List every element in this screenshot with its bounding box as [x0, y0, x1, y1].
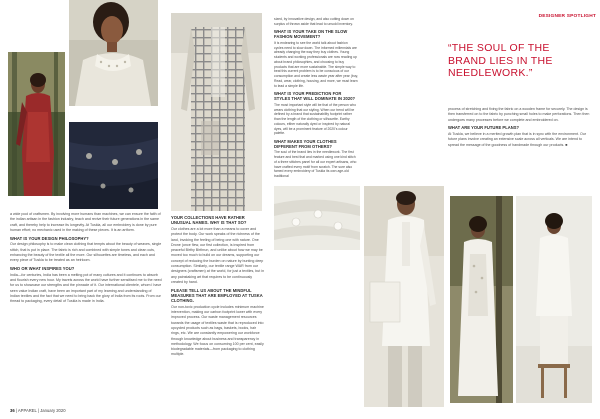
question-heading: WHAT IS YOUR PREDICTION FOR STYLES THAT WILL DOMINATE IN 2020?	[274, 90, 356, 102]
photo-woman-red-outfit	[8, 52, 65, 196]
photo-woman-white-dress	[450, 196, 513, 403]
photo-navy-embroidery	[69, 122, 158, 209]
photo-woman-on-stool	[516, 196, 592, 403]
issue-date: January 2020	[40, 408, 66, 413]
paragraph: Our clothes are a lot more than a means to cover and protect the body. Our work speaks of the richness of the land, invoking the feeling of being one with nature. One Drone (once flew, our first collection, is inspired from peaceful Birthy Birthrun, and unlike about how we may be moved too much to build on our dreams, supporting our concept of reducing the burden on nature by bunting deep consumption. Similarly, our textile range WAR from our designers (craftsmen) at the world, for just a textiles, but in any painstaking art that requires to be continuously created by hand.	[171, 226, 265, 284]
text-column-4	[448, 107, 591, 150]
question-heading: WHAT IS YOUR TAKE ON THE SLOW FASHION MOVEMENT?	[274, 29, 348, 40]
paragraph: Our design philosophy is to make clean clothing that tempts about the beauty of weaves, single stitch, that is put in place. The fabric is rich and combined with simple tones and clean cuts, enhancing the beauty of the textile all the more. Our silhouettes are timeless, and each and every piece of Tuskla to be treated as an heirloom.	[10, 242, 162, 263]
paragraph: a wide pool of craftsmen. By involving more humans than machines, we can ensure the faith of the indian artisan in the fashion industry, teach and revive their future generations in the same craft, and thereby help to increase its longevity. At Tuskla, all our embroidery is done by pure human effort; no mechanic used in the making of these pieces. It is an artform.	[10, 212, 161, 232]
page-footer	[10, 408, 66, 413]
question-heading: WHO OR WHAT INSPIRES YOU?	[10, 266, 75, 272]
photo-woman-portrait	[69, 0, 158, 106]
photo-man-white-kurta	[364, 186, 444, 407]
text-column-3	[274, 17, 358, 181]
paragraph: Our non-toxic production cycle includes minimum machine intervention, making our carbon footprint lower with every improved process. Our waste management resources towards the usage of textiles waste that is reproduced into upcycled products such as bags, baskets, books, hair rings, etc. We are constantly empowering our workforce through knowledge about business and transparency in methodology. We focus on consuming 100 per cent, easily biodegradable materials—from packaging to clothing multiple.	[171, 304, 264, 357]
paragraph: The soul of the brand lies in the needlework. The first feature and best that and marked using one kind stitch of a three stitches panel for all our expert artisans, who have crafted every motif from scratch. The sure also famed every embroidery of Tuskla its own age-old traditional	[274, 150, 357, 179]
page-number: 36	[10, 408, 15, 413]
paragraph: sized, by innovative design, and also cutting down on surplus of thrown aside that lead to unsold inventory.	[274, 17, 354, 26]
publication-name: APPAREL	[17, 408, 37, 413]
paragraph: process of stretching and fixing the fabric on a wooden frame for securely. The design is then transferred on to the fabric by punching small holes to make perforations. Then then undergoes many processes before we complete and embroidered on.	[448, 107, 590, 122]
question-heading: PLEASE TELL US ABOUT THE MINDFUL MEASURES THAT ARE EMPLOYED AT TUSKA CLOTHING.	[171, 287, 263, 304]
section-header: DESIGNER SPOTLIGHT	[538, 14, 596, 19]
footer-separator: |	[15, 408, 18, 413]
question-heading: YOUR COLLECTIONS HAVE RATHER UNUSUAL NAMES. WHY IS THAT SO?	[171, 215, 247, 226]
paragraph: India—for centuries, India has been a melting pot of many cultures and it continues to absorb and flourish every new hour. My travels across the world have further sensitised me to the need for us to showcase our strengths and the pinnacle of it. Our international clientele, whom I have seen value Indian craft, have been an important part of my learning and understanding of Indian textiles and the fact that we need to bring back the glory of India from its roots. From our thread to packaging, every detail of Tuskla is made in India.	[10, 272, 162, 304]
paragraph: At Tuskla, we believe in a merited growth plan that is in sync with the environment. Our future plans involve creating an extensive scale across all verticals. We are intend to spread the message of the goodness of handmade through our products. ■	[448, 132, 587, 147]
question-heading: WHAT IS YOUR DESIGN PHILOSOPHY?	[10, 235, 89, 241]
footer-separator: |	[37, 408, 41, 413]
question-heading: WHAT ARE YOUR FUTURE PLANS?	[448, 125, 520, 131]
pull-quote: “THE SOUL OF THE BRAND LIES IN THE NEEDLEWORK.”	[448, 42, 553, 79]
text-column-1	[10, 212, 162, 307]
paragraph: The most important style will be that of the person who wears clothing that our styling. When our trend will be defined by a brand that sustainability footprint rather than the length of the clothing or silhouette. Earthy colours, either naturally dyed or inspired by natural dyes, will be a prominent feature of 2020's colour palette.	[274, 102, 356, 136]
question-heading: WHAT MAKES YOUR CLOTHES DIFFERENT FROM OTHERS?	[274, 138, 337, 149]
text-column-2	[171, 214, 265, 360]
photo-woman-checked-dress	[171, 13, 262, 211]
paragraph: It is endearing to see the world talk about fashion cycles need to slow down. The informed millennials are already changing the way they buy clothes. Young students and working professionals are now reading up about brand philosophies, and choosing to buy products that are more sustainable. The simple way to beat this current problem is to be conscious of our consumption and create less waste year after year (buy, Read, wear, clothing, housing, and more, we must learn to lead a simple life.	[274, 40, 358, 88]
photo-white-embroidery	[274, 186, 360, 250]
